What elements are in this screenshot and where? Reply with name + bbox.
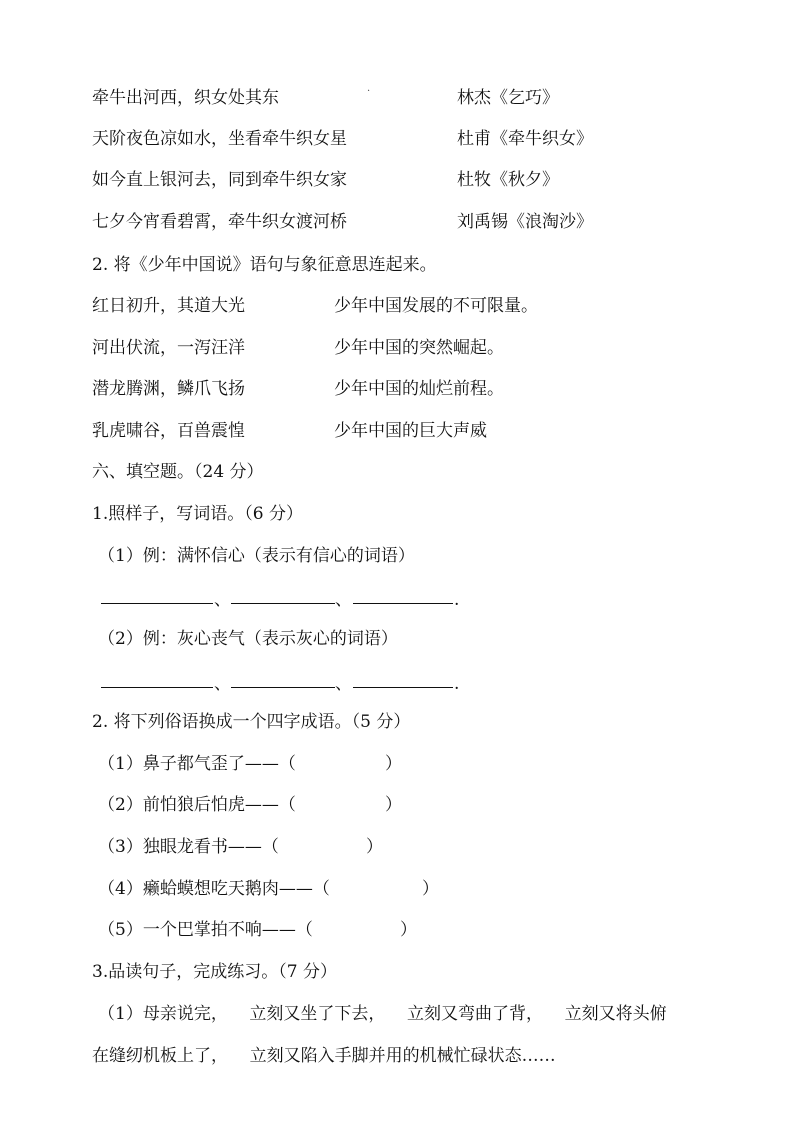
section-6-q3-passage-line-1: （1）母亲说完， 立刻又坐了下去， 立刻又弯曲了背， 立刻又将头俯 [98,1004,667,1024]
section-6-title: 六、填空题。（24 分） [92,462,264,482]
idiom-item-5: （5）一个巴掌拍不响——（ [98,920,313,940]
blank-separator: 、 [335,590,352,610]
section-6-q1-example-2: （2）例：灰心丧气（表示灰心的词语） [98,629,398,649]
match-right-4: 少年中国的巨大声威 [334,421,487,441]
poem-author-1: 林杰《乞巧》 [457,88,559,108]
idiom-item-3: （3）独眼龙看书——（ [98,837,279,857]
section-6-q2-title: 2. 将下列俗语换成一个四字成语。（5 分） [92,712,411,732]
blank-separator: 、 [214,590,231,610]
poem-author-3: 杜牧《秋夕》 [457,170,559,190]
answer-blank-1[interactable] [101,603,213,604]
answer-blank-3[interactable] [353,603,453,604]
stray-dot: · [367,86,371,97]
idiom-close-paren-1: ） [385,754,402,774]
blank-separator: 、 [335,674,352,694]
match-left-2: 河出伏流，一泻汪洋 [92,338,245,358]
match-left-3: 潜龙腾渊，鳞爪飞扬 [92,379,245,399]
answer-blank-5[interactable] [231,687,335,688]
poem-line-1: 牵牛出河西，织女处其东 [92,88,279,108]
section-6-q3-title: 3.品读句子，完成练习。（7 分） [92,962,337,982]
idiom-close-paren-5: ） [400,920,417,940]
blank-separator: 、 [214,674,231,694]
section-6-q3-passage-line-2: 在缝纫机板上了， 立刻又陷入手脚并用的机械忙碌状态…… [92,1046,556,1066]
section-6-q1-title: 1.照样子，写词语。（6 分） [92,504,303,524]
idiom-close-paren-3: ） [366,837,383,857]
poem-author-2: 杜甫《牵牛织女》 [457,129,593,149]
match-left-4: 乳虎啸谷，百兽震惶 [92,421,245,441]
poem-line-4: 七夕今宵看碧霄，牵牛织女渡河桥 [92,212,347,232]
blank-end-period: . [454,590,460,610]
section-6-q1-example-1: （1）例：满怀信心（表示有信心的词语） [98,546,415,566]
answer-blank-6[interactable] [353,687,453,688]
poem-line-3: 如今直上银河去，同到牵牛织女家 [92,170,347,190]
blank-end-period: . [454,674,460,694]
answer-blank-2[interactable] [231,603,335,604]
poem-author-4: 刘禹锡《浪淘沙》 [457,212,593,232]
idiom-item-4: （4）癞蛤蟆想吃天鹅肉——（ [98,879,330,899]
match-right-3: 少年中国的灿烂前程。 [334,379,504,399]
question-2-title: 2. 将《少年中国说》语句与象征意思连起来。 [92,255,437,275]
match-right-2: 少年中国的突然崛起。 [334,338,504,358]
match-right-1: 少年中国发展的不可限量。 [334,296,538,316]
idiom-close-paren-2: ） [385,795,402,815]
answer-blank-4[interactable] [101,687,213,688]
idiom-item-2: （2）前怕狼后怕虎——（ [98,795,296,815]
poem-line-2: 天阶夜色凉如水，坐看牵牛织女星 [92,129,347,149]
match-left-1: 红日初升，其道大光 [92,296,245,316]
idiom-close-paren-4: ） [422,879,439,899]
idiom-item-1: （1）鼻子都气歪了——（ [98,754,296,774]
